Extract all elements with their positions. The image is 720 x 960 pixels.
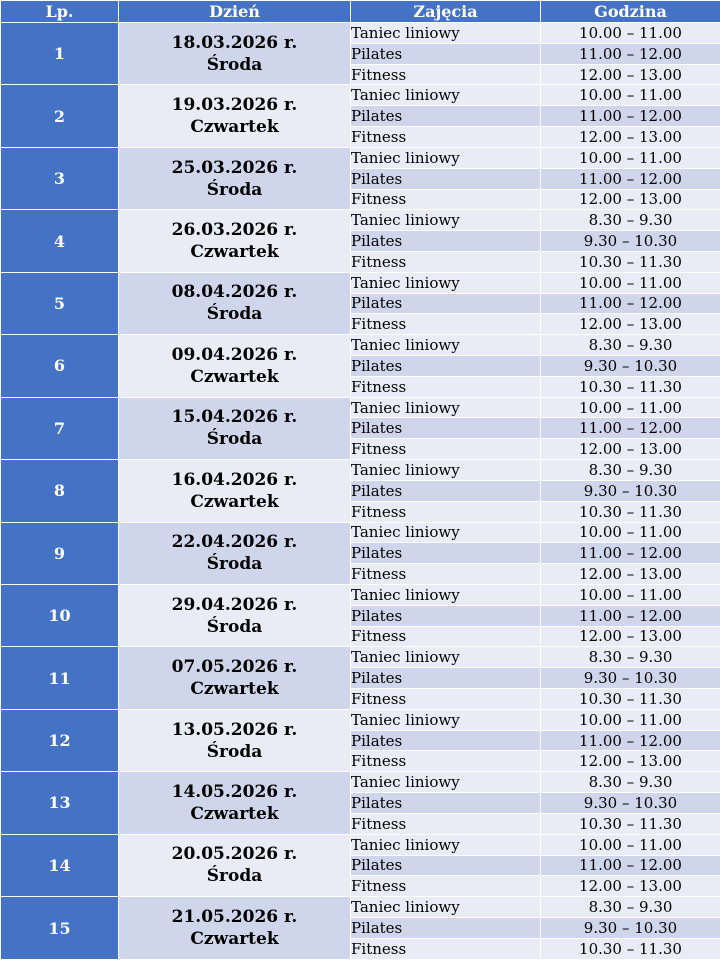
activity-time: 9.30 – 10.30 (541, 356, 720, 377)
row-number: 9 (1, 522, 119, 584)
header-zajecia: Zajęcia (351, 1, 541, 23)
date-label: 07.05.2026 r. (171, 657, 298, 678)
activity-name: Pilates (351, 730, 541, 751)
activity-time: 12.00 – 13.00 (541, 439, 720, 460)
day-cell (119, 897, 351, 960)
activity-time: 10.30 – 11.30 (541, 501, 720, 522)
schedule-body (1, 23, 720, 960)
activity-time: 11.00 – 12.00 (541, 543, 720, 564)
activity-time: 11.00 – 12.00 (541, 43, 720, 64)
table-row (1, 897, 720, 918)
activity-name: Taniec liniowy (351, 709, 541, 730)
weekday-label: Czwartek (190, 117, 279, 138)
activity-name: Taniec liniowy (351, 647, 541, 668)
activity-time: 10.00 – 11.00 (541, 709, 720, 730)
activity-time: 10.00 – 11.00 (541, 584, 720, 605)
date-label: 16.04.2026 r. (171, 469, 298, 490)
activity-name: Pilates (351, 855, 541, 876)
activity-time: 10.00 – 11.00 (541, 272, 720, 293)
activity-name: Pilates (351, 917, 541, 938)
activity-name: Taniec liniowy (351, 397, 541, 418)
row-number: 7 (1, 397, 119, 459)
row-number: 15 (1, 897, 119, 960)
activity-time: 8.30 – 9.30 (541, 772, 720, 793)
day-cell (119, 23, 351, 85)
activity-time: 11.00 – 12.00 (541, 106, 720, 127)
weekday-label: Środa (206, 54, 263, 75)
day-cell (119, 772, 351, 834)
day-cell (119, 460, 351, 522)
activity-name: Pilates (351, 168, 541, 189)
row-number: 2 (1, 85, 119, 147)
activity-time: 11.00 – 12.00 (541, 855, 720, 876)
day-cell (119, 147, 351, 209)
activity-time: 10.00 – 11.00 (541, 23, 720, 44)
table-row (1, 397, 720, 418)
activity-time: 10.30 – 11.30 (541, 251, 720, 272)
activity-name: Fitness (351, 439, 541, 460)
weekday-label: Środa (206, 304, 263, 325)
activity-time: 9.30 – 10.30 (541, 480, 720, 501)
date-label: 13.05.2026 r. (171, 719, 298, 740)
activity-time: 8.30 – 9.30 (541, 897, 720, 918)
activity-name: Fitness (351, 689, 541, 710)
activity-time: 10.00 – 11.00 (541, 85, 720, 106)
weekday-label: Czwartek (190, 803, 279, 824)
activity-time: 12.00 – 13.00 (541, 64, 720, 85)
activity-name: Fitness (351, 251, 541, 272)
activity-time: 12.00 – 13.00 (541, 564, 720, 585)
table-row (1, 647, 720, 668)
table-row (1, 272, 720, 293)
row-number: 10 (1, 584, 119, 646)
weekday-label: Środa (206, 866, 263, 887)
date-label: 18.03.2026 r. (171, 32, 298, 53)
activity-name: Taniec liniowy (351, 210, 541, 231)
header-godzina: Godzina (541, 1, 720, 23)
activity-name: Taniec liniowy (351, 335, 541, 356)
activity-time: 11.00 – 12.00 (541, 293, 720, 314)
activity-name: Pilates (351, 543, 541, 564)
weekday-label: Czwartek (190, 929, 279, 950)
date-label: 26.03.2026 r. (171, 220, 298, 241)
date-label: 21.05.2026 r. (171, 907, 298, 928)
activity-name: Taniec liniowy (351, 834, 541, 855)
weekday-label: Środa (206, 616, 263, 637)
date-label: 14.05.2026 r. (171, 781, 298, 802)
activity-time: 12.00 – 13.00 (541, 876, 720, 897)
date-label: 22.04.2026 r. (171, 532, 298, 553)
activity-time: 11.00 – 12.00 (541, 605, 720, 626)
day-cell (119, 210, 351, 272)
day-cell (119, 397, 351, 459)
table-row (1, 709, 720, 730)
table-row (1, 335, 720, 356)
date-label: 25.03.2026 r. (171, 157, 298, 178)
table-row (1, 522, 720, 543)
activity-time: 10.00 – 11.00 (541, 397, 720, 418)
row-number: 4 (1, 210, 119, 272)
activity-name: Fitness (351, 813, 541, 834)
activity-name: Pilates (351, 356, 541, 377)
activity-time: 9.30 – 10.30 (541, 231, 720, 252)
activity-name: Fitness (351, 751, 541, 772)
activity-time: 10.30 – 11.30 (541, 376, 720, 397)
weekday-label: Środa (206, 179, 263, 200)
weekday-label: Środa (206, 429, 263, 450)
activity-time: 9.30 – 10.30 (541, 668, 720, 689)
date-label: 15.04.2026 r. (171, 407, 298, 428)
activity-time: 11.00 – 12.00 (541, 418, 720, 439)
activity-name: Taniec liniowy (351, 272, 541, 293)
row-number: 14 (1, 834, 119, 896)
row-number: 13 (1, 772, 119, 834)
day-cell (119, 272, 351, 334)
activity-time: 12.00 – 13.00 (541, 189, 720, 210)
activity-name: Fitness (351, 376, 541, 397)
activity-time: 9.30 – 10.30 (541, 793, 720, 814)
activity-name: Fitness (351, 314, 541, 335)
table-row (1, 85, 720, 106)
activity-name: Fitness (351, 127, 541, 148)
activity-time: 10.30 – 11.30 (541, 813, 720, 834)
activity-name: Pilates (351, 480, 541, 501)
activity-time: 8.30 – 9.30 (541, 460, 720, 481)
weekday-label: Środa (206, 554, 263, 575)
day-cell (119, 584, 351, 646)
activity-name: Pilates (351, 106, 541, 127)
table-row (1, 147, 720, 168)
activity-name: Pilates (351, 605, 541, 626)
weekday-label: Czwartek (190, 491, 279, 512)
activity-name: Taniec liniowy (351, 85, 541, 106)
row-number: 5 (1, 272, 119, 334)
day-cell (119, 834, 351, 896)
activity-name: Fitness (351, 626, 541, 647)
activity-name: Taniec liniowy (351, 23, 541, 44)
table-row (1, 772, 720, 793)
table-row (1, 23, 720, 44)
date-label: 20.05.2026 r. (171, 844, 298, 865)
activity-name: Fitness (351, 564, 541, 585)
activity-name: Pilates (351, 43, 541, 64)
activity-time: 8.30 – 9.30 (541, 335, 720, 356)
activity-time: 10.30 – 11.30 (541, 938, 720, 959)
day-cell (119, 522, 351, 584)
activity-time: 11.00 – 12.00 (541, 730, 720, 751)
activity-time: 10.00 – 11.00 (541, 834, 720, 855)
activity-name: Pilates (351, 793, 541, 814)
activity-name: Taniec liniowy (351, 460, 541, 481)
activity-name: Taniec liniowy (351, 584, 541, 605)
activity-name: Fitness (351, 64, 541, 85)
day-cell (119, 85, 351, 147)
header-dzien: Dzień (119, 1, 351, 23)
row-number: 12 (1, 709, 119, 771)
activity-name: Taniec liniowy (351, 147, 541, 168)
table-row (1, 210, 720, 231)
activity-time: 12.00 – 13.00 (541, 127, 720, 148)
activity-time: 12.00 – 13.00 (541, 626, 720, 647)
activity-name: Taniec liniowy (351, 897, 541, 918)
date-label: 09.04.2026 r. (171, 344, 298, 365)
activity-name: Taniec liniowy (351, 522, 541, 543)
table-row (1, 584, 720, 605)
activity-time: 8.30 – 9.30 (541, 210, 720, 231)
activity-name: Fitness (351, 876, 541, 897)
day-cell (119, 709, 351, 771)
activity-name: Fitness (351, 189, 541, 210)
activity-name: Taniec liniowy (351, 772, 541, 793)
date-label: 19.03.2026 r. (171, 95, 298, 116)
activity-time: 9.30 – 10.30 (541, 917, 720, 938)
table-row (1, 460, 720, 481)
weekday-label: Środa (206, 741, 263, 762)
weekday-label: Czwartek (190, 366, 279, 387)
activity-time: 8.30 – 9.30 (541, 647, 720, 668)
day-cell (119, 335, 351, 397)
row-number: 3 (1, 147, 119, 209)
day-cell (119, 647, 351, 709)
row-number: 6 (1, 335, 119, 397)
weekday-label: Czwartek (190, 679, 279, 700)
table-row (1, 834, 720, 855)
activity-time: 10.00 – 11.00 (541, 147, 720, 168)
activity-time: 11.00 – 12.00 (541, 168, 720, 189)
weekday-label: Czwartek (190, 242, 279, 263)
activity-name: Pilates (351, 293, 541, 314)
row-number: 1 (1, 23, 119, 85)
activity-time: 12.00 – 13.00 (541, 751, 720, 772)
activity-name: Pilates (351, 418, 541, 439)
activity-name: Fitness (351, 938, 541, 959)
date-label: 29.04.2026 r. (171, 594, 298, 615)
header-row (1, 1, 720, 23)
date-label: 08.04.2026 r. (171, 282, 298, 303)
activity-time: 10.00 – 11.00 (541, 522, 720, 543)
activity-name: Pilates (351, 231, 541, 252)
row-number: 8 (1, 460, 119, 522)
activity-time: 12.00 – 13.00 (541, 314, 720, 335)
header-lp: Lp. (1, 1, 119, 23)
activity-name: Fitness (351, 501, 541, 522)
activity-name: Pilates (351, 668, 541, 689)
activity-time: 10.30 – 11.30 (541, 689, 720, 710)
row-number: 11 (1, 647, 119, 709)
